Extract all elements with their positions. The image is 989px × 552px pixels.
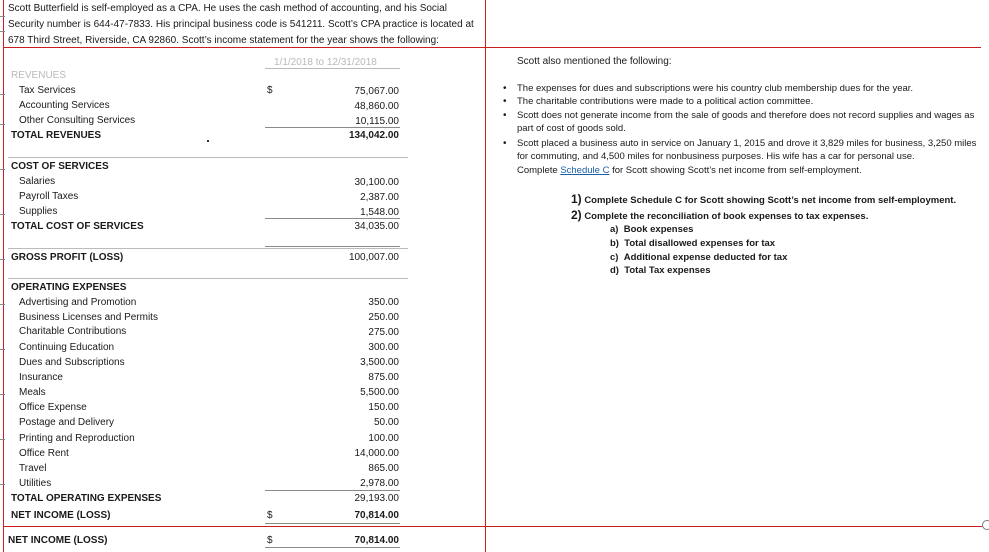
net-income-amount: 70,814.00 — [354, 510, 399, 521]
complete-suffix: for Scott showing Scott’s net income from self-employment. — [609, 165, 862, 176]
revenue-amount: 10,115.00 — [355, 116, 399, 127]
selection-handle-icon[interactable] — [982, 520, 989, 530]
opex-label: Meals — [19, 387, 46, 398]
net-income-amount-repeat: 70,814.00 — [354, 535, 399, 546]
complete-prefix: Complete — [517, 165, 561, 176]
sub-question — [610, 238, 775, 250]
intro-line-2: Security number is 644-47-7833. His principal business code is 541211. Scott’s CPA practice is located at — [8, 19, 474, 30]
opex-label: Advertising and Promotion — [19, 297, 137, 308]
opex-label: Charitable Contributions — [19, 326, 127, 337]
opex-label: Insurance — [19, 372, 63, 383]
cos-header: COST OF SERVICES — [11, 161, 109, 172]
sub-question — [610, 224, 693, 236]
net-income-label-repeat: NET INCOME (LOSS) — [8, 535, 108, 546]
total-revenues-label: TOTAL REVENUES — [11, 130, 102, 141]
opex-label: Office Rent — [19, 448, 69, 459]
opex-amount: 2,978.00 — [360, 478, 399, 489]
opex-label: Printing and Reproduction — [19, 433, 135, 444]
sub-text: Book expenses — [623, 224, 694, 235]
cos-label: Payroll Taxes — [19, 191, 79, 202]
opex-label: Travel — [19, 463, 47, 474]
schedule-c-link[interactable]: Schedule C — [560, 165, 610, 176]
sub-text: Additional expense deducted for tax — [623, 252, 788, 263]
bullet-icon: • — [503, 110, 507, 121]
opex-header: OPERATING EXPENSES — [11, 282, 127, 293]
opex-amount: 3,500.00 — [360, 357, 399, 368]
opex-label: Dues and Subscriptions — [19, 357, 125, 368]
revenue-label: Other Consulting Services — [19, 115, 136, 126]
notes-intro: Scott also mentioned the following: — [517, 56, 672, 67]
intro-line-3: 678 Third Street, Riverside, CA 92860. Scott’s income statement for the year shows the following: — [8, 35, 439, 46]
revenue-amount: 48,860.00 — [354, 101, 399, 112]
opex-amount: 300.00 — [368, 342, 399, 353]
currency-symbol: $ — [267, 510, 273, 521]
opex-label: Continuing Education — [19, 342, 115, 353]
complete-line — [517, 164, 862, 177]
opex-amount: 100.00 — [368, 433, 399, 444]
sub-letter: a) — [610, 224, 619, 235]
sub-letter: b) — [610, 238, 619, 249]
gross-profit-label: GROSS PROFIT (LOSS) — [11, 252, 124, 263]
intro-line-1: Scott Butterfield is self-employed as a CPA. He uses the cash method of accounting, and his Social — [8, 3, 447, 14]
revenue-amount: 75,067.00 — [354, 86, 399, 97]
opex-label: Office Expense — [19, 402, 87, 413]
question-1 — [571, 193, 956, 207]
question-2-text: Complete the reconciliation of book expenses to tax expenses. — [584, 211, 869, 222]
sub-letter: d) — [610, 265, 619, 276]
question-1-number: 1) — [571, 192, 582, 206]
note-bullet: The charitable contributions were made to a political action committee. — [517, 96, 814, 107]
opex-amount: 14,000.00 — [354, 448, 399, 459]
currency-symbol: $ — [267, 85, 273, 96]
cos-label: Salaries — [19, 176, 56, 187]
opex-label: Postage and Delivery — [19, 417, 115, 428]
question-2-number: 2) — [571, 208, 582, 222]
sub-question — [610, 252, 787, 264]
revenue-label: Tax Services — [19, 85, 76, 96]
cos-amount: 2,387.00 — [360, 192, 399, 203]
revenue-label: Accounting Services — [19, 100, 110, 111]
bullet-icon: • — [503, 138, 507, 149]
opex-label: Utilities — [19, 478, 52, 489]
top-red-rule — [3, 47, 981, 48]
left-red-border — [3, 0, 4, 552]
revenues-header: REVENUES — [11, 70, 67, 81]
sub-text: Total disallowed expenses for tax — [624, 238, 776, 249]
opex-amount: 150.00 — [368, 402, 399, 413]
opex-amount: 275.00 — [368, 327, 399, 338]
opex-amount: 875.00 — [368, 372, 399, 383]
opex-amount: 865.00 — [368, 463, 399, 474]
total-cos-label: TOTAL COST OF SERVICES — [11, 221, 144, 232]
total-opex-amount: 29,193.00 — [354, 493, 399, 504]
sub-letter: c) — [610, 252, 619, 263]
opex-amount: 250.00 — [368, 312, 399, 323]
cos-label: Supplies — [19, 206, 58, 217]
question-2 — [571, 209, 868, 223]
bullet-icon: • — [503, 83, 507, 94]
sub-question — [610, 265, 711, 277]
cos-amount: 1,548.00 — [360, 207, 399, 218]
total-revenues-amount: 134,042.00 — [348, 130, 399, 141]
opex-amount: 5,500.00 — [360, 387, 399, 398]
note-bullet: Scott does not generate income from the sale of goods and therefore does not record supplies and wages as part of cost of goods sold. — [517, 110, 975, 134]
center-red-divider — [485, 0, 486, 552]
gross-profit-amount: 100,007.00 — [348, 252, 399, 263]
total-cos-amount: 34,035.00 — [354, 221, 399, 232]
opex-label: Business Licenses and Permits — [19, 312, 158, 323]
sub-text: Total Tax expenses — [624, 265, 711, 276]
opex-amount: 350.00 — [368, 297, 399, 308]
opex-amount: 50.00 — [373, 417, 399, 428]
net-income-label: NET INCOME (LOSS) — [11, 510, 111, 521]
bottom-red-rule — [3, 526, 982, 527]
question-1-text: Complete Schedule C for Scott showing Scott’s net income from self-employment. — [584, 195, 957, 206]
period-header: 1/1/2018 to 12/31/2018 — [274, 57, 377, 68]
bullet-icon: • — [503, 96, 507, 107]
cos-amount: 30,100.00 — [354, 177, 399, 188]
currency-symbol: $ — [267, 535, 273, 546]
note-bullet: The expenses for dues and subscriptions were his country club membership dues for the year. — [517, 83, 914, 94]
total-opex-label: TOTAL OPERATING EXPENSES — [11, 493, 162, 504]
note-bullet: Scott placed a business auto in service on January 1, 2015 and drove it 3,829 miles for business, 3,250 miles for commuting, and 4,500 miles for nonbusiness purposes. His wife has a car for personal use. — [517, 138, 977, 162]
